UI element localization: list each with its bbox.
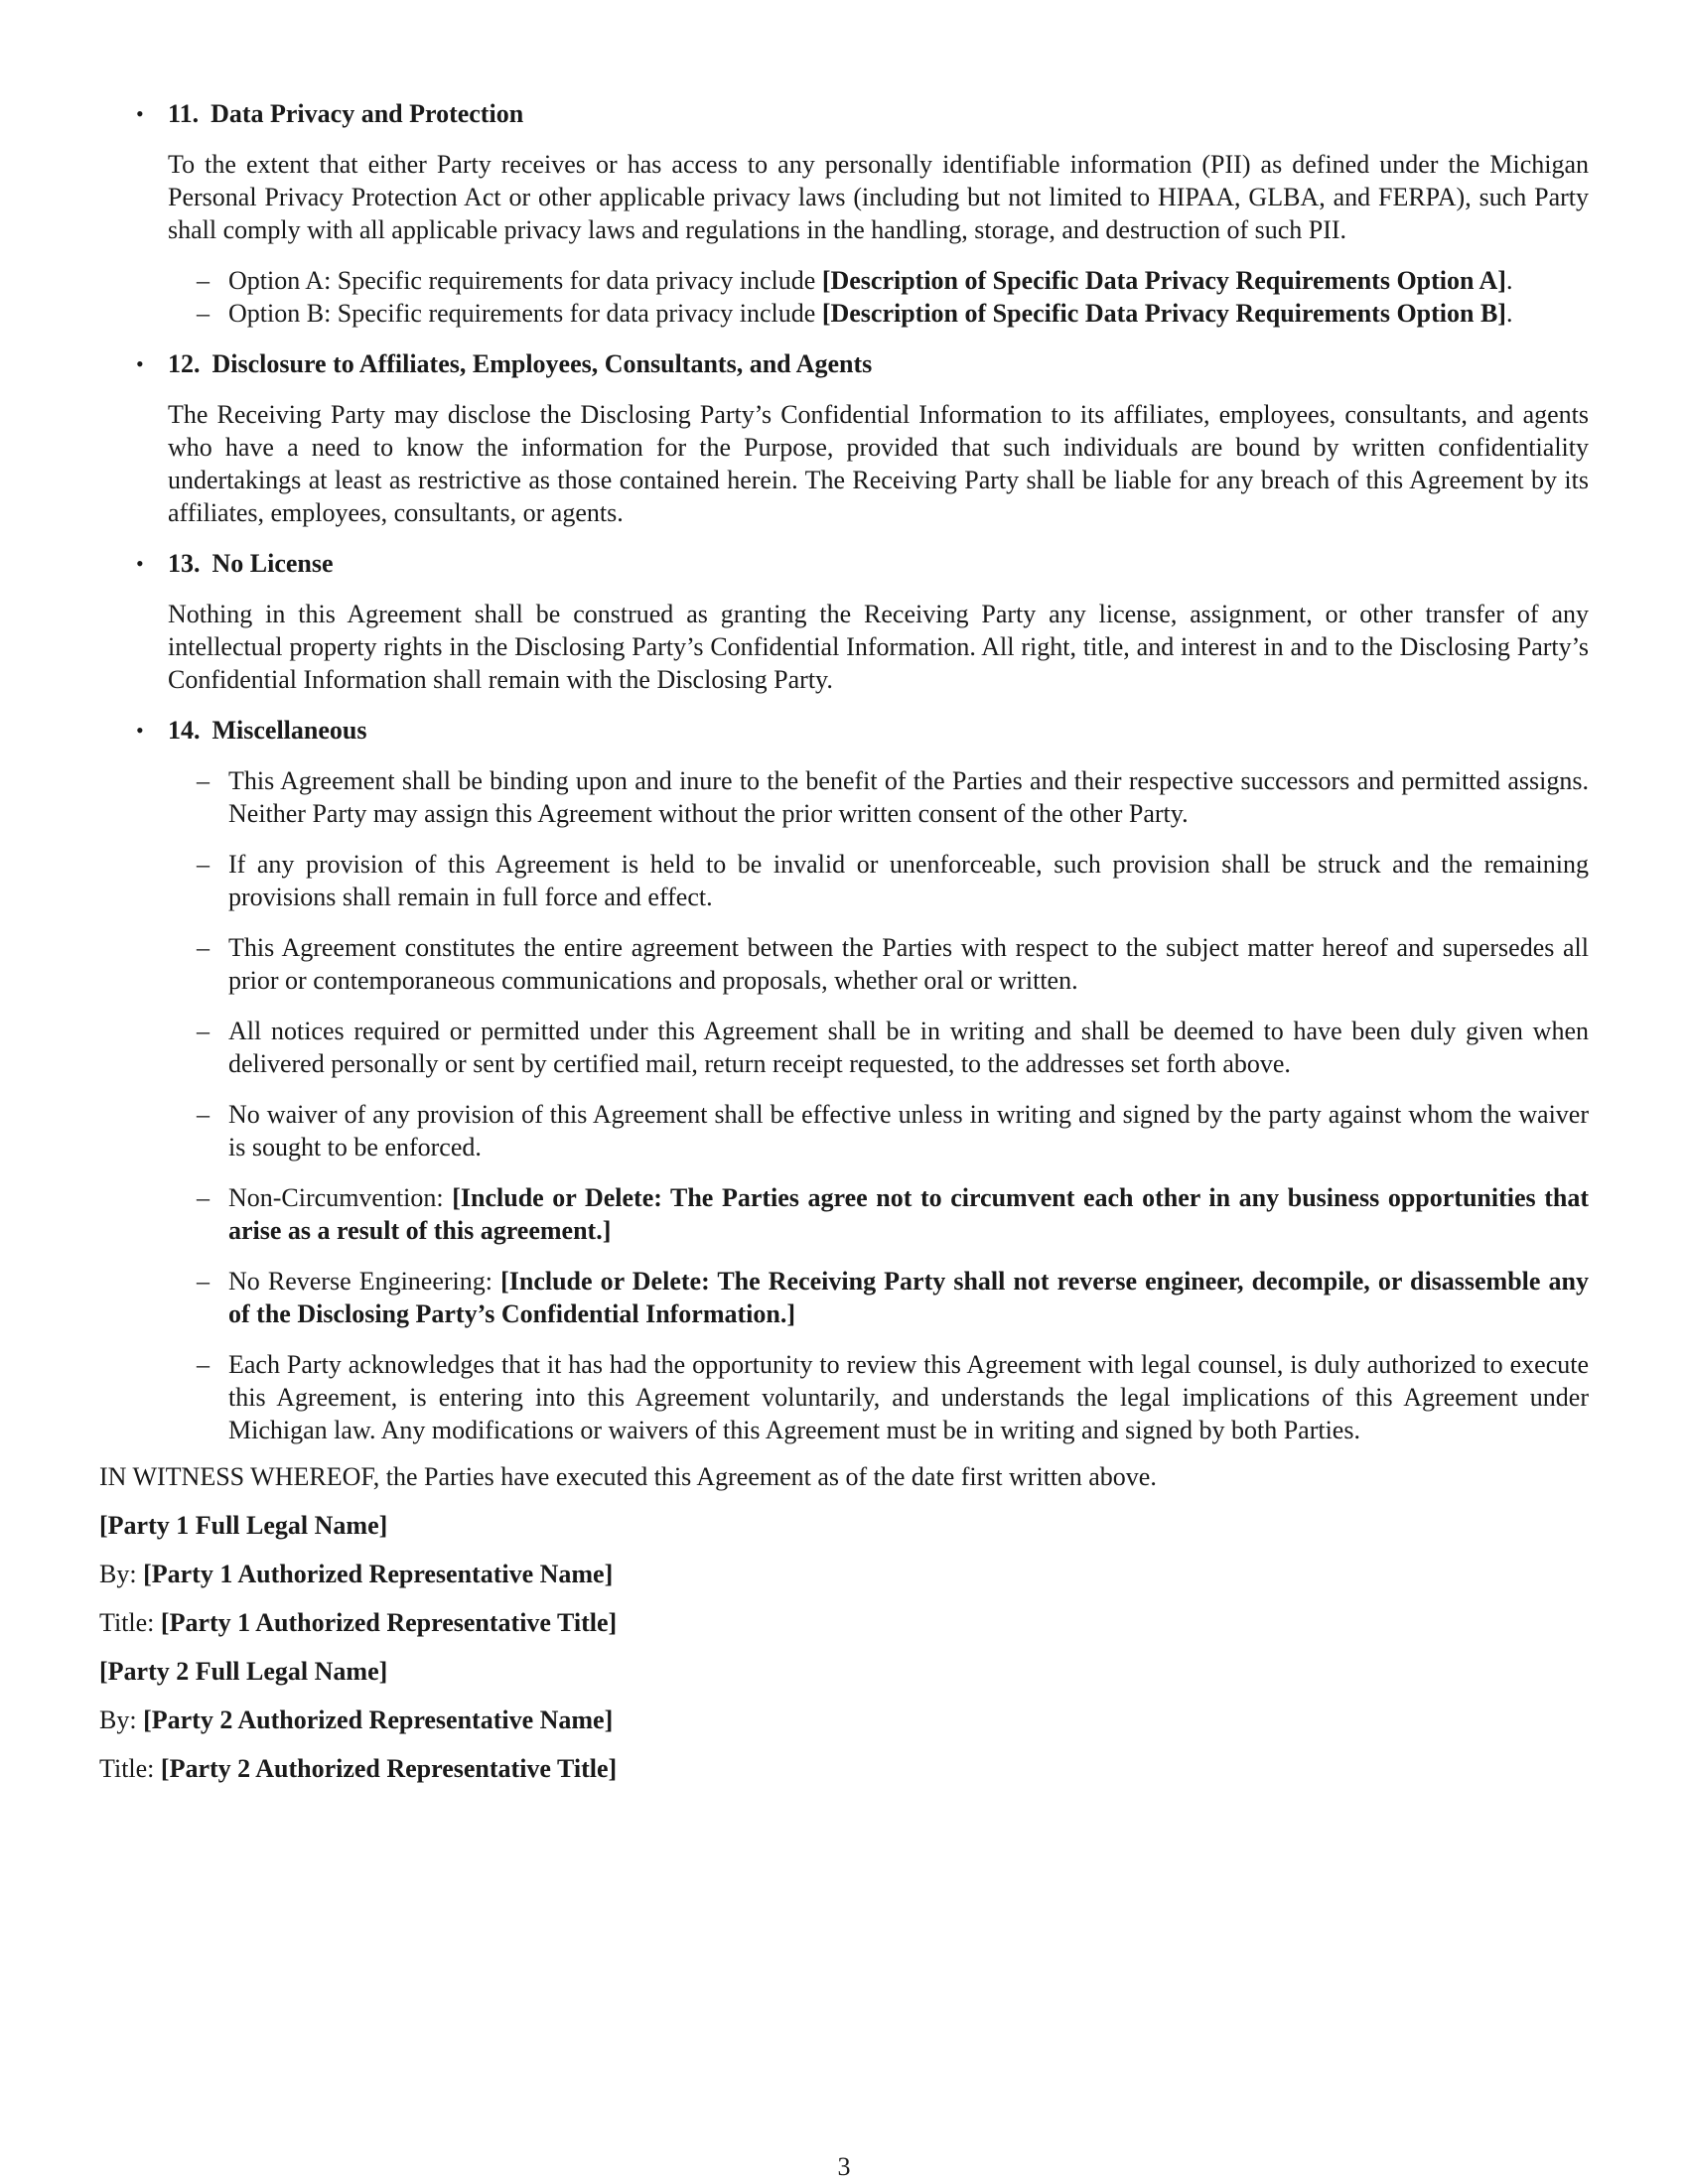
section-miscellaneous xyxy=(99,714,1589,1446)
section-disclosure xyxy=(99,347,1589,529)
list-item: – No waiver of any provision of this Agreement shall be effective unless in writing and signed by the party against whom the waiver is sought to be enforced. xyxy=(197,1100,1589,1161)
list-item: – If any provision of this Agreement is held to be invalid or unenforceable, such provision shall be struck and the remaining provisions shall remain in full force and effect. xyxy=(197,850,1589,911)
section-heading: 12. Disclosure to Affiliates, Employees, Consultants, and Agents xyxy=(168,349,873,378)
section-heading: 13. No License xyxy=(168,549,334,578)
document-page xyxy=(99,97,1589,1801)
non-circumvention-item: – Non-Circumvention: [Include or Delete: The Parties agree not to circumvent each other in any business opportunities that arise as a result of this agreement.] xyxy=(197,1183,1589,1245)
party2-by: By: [Party 2 Authorized Representative Name] xyxy=(99,1706,614,1734)
option-b: – Option B: Specific requirements for data privacy include [Description of Specific Data Privacy Requirements Option B]. xyxy=(197,299,1513,328)
list-item: – This Agreement constitutes the entire agreement between the Parties with respect to the subject matter hereof and supersedes all prior or contemporaneous communications and proposals, whether oral or written. xyxy=(197,933,1589,995)
list-item: – This Agreement shall be binding upon and inure to the benefit of the Parties and their respective successors and permitted assigns. Neither Party may assign this Agreement without the prior written consent of the other Party. xyxy=(197,766,1589,828)
misc-list xyxy=(168,764,1589,1446)
bullet: • xyxy=(136,551,144,576)
bullet: • xyxy=(136,101,144,126)
section-body: Nothing in this Agreement shall be construed as granting the Receiving Party any license, assignment, or other transfer of any intellectual property rights in the Disclosing Party’s Confidential Information. All right, title, and interest in and to the Disclosing Party’s Confidential Information shall remain with the Disclosing Party. xyxy=(168,600,1589,694)
option-list xyxy=(168,264,1589,330)
party2-name: [Party 2 Full Legal Name] xyxy=(99,1657,388,1686)
section-heading: 14. Miscellaneous xyxy=(168,716,367,745)
section-no-license xyxy=(99,547,1589,696)
section-body: To the extent that either Party receives or has access to any personally identifiable information (PII) as defined under the Michigan Personal Privacy Protection Act or other applicable privacy laws (including but not limited to HIPAA, GLBA, and FERPA), such Party shall comply with all applicable privacy laws and regulations in the handling, storage, and destruction of such PII. xyxy=(168,150,1589,244)
section-body: The Receiving Party may disclose the Disclosing Party’s Confidential Information to its affiliates, employees, consultants, and agents who have a need to know the information for the Purpose, provided that such individuals are bound by written confidentiality undertakings at least as restrictive as those contained herein. The Receiving Party shall be liable for any breach of this Agreement by its affiliates, employees, consultants, or agents. xyxy=(168,400,1589,527)
party1-title: Title: [Party 1 Authorized Representative Title] xyxy=(99,1608,618,1637)
acknowledgment-item: – Each Party acknowledges that it has had the opportunity to review this Agreement with legal counsel, is duly authorized to execute this Agreement, is entering into this Agreement voluntarily, and understands the legal implications of this Agreement under Michigan law. Any modifications or waivers of this Agreement must be in writing and signed by both Parties. xyxy=(197,1350,1589,1444)
party1-by: By: [Party 1 Authorized Representative Name] xyxy=(99,1560,614,1588)
witness-statement: IN WITNESS WHEREOF, the Parties have executed this Agreement as of the date first written above. xyxy=(99,1462,1157,1491)
list-item: – All notices required or permitted under this Agreement shall be in writing and shall be deemed to have been duly given when delivered personally or sent by certified mail, return receipt requested, to the addresses set forth above. xyxy=(197,1017,1589,1078)
section-data-privacy xyxy=(99,97,1589,330)
party1-name: [Party 1 Full Legal Name] xyxy=(99,1511,388,1540)
option-a: – Option A: Specific requirements for data privacy include [Description of Specific Data Privacy Requirements Option A]. xyxy=(197,266,1513,295)
bullet: • xyxy=(136,351,144,376)
section-heading: 11. Data Privacy and Protection xyxy=(168,99,524,128)
no-reverse-engineering-item: – No Reverse Engineering: [Include or Delete: The Receiving Party shall not reverse engineer, decompile, or disassemble any of the Disclosing Party’s Confidential Information.] xyxy=(197,1267,1589,1328)
party2-title: Title: [Party 2 Authorized Representative Title] xyxy=(99,1754,618,1783)
bullet: • xyxy=(136,718,144,743)
page-number: 3 xyxy=(837,2152,851,2181)
